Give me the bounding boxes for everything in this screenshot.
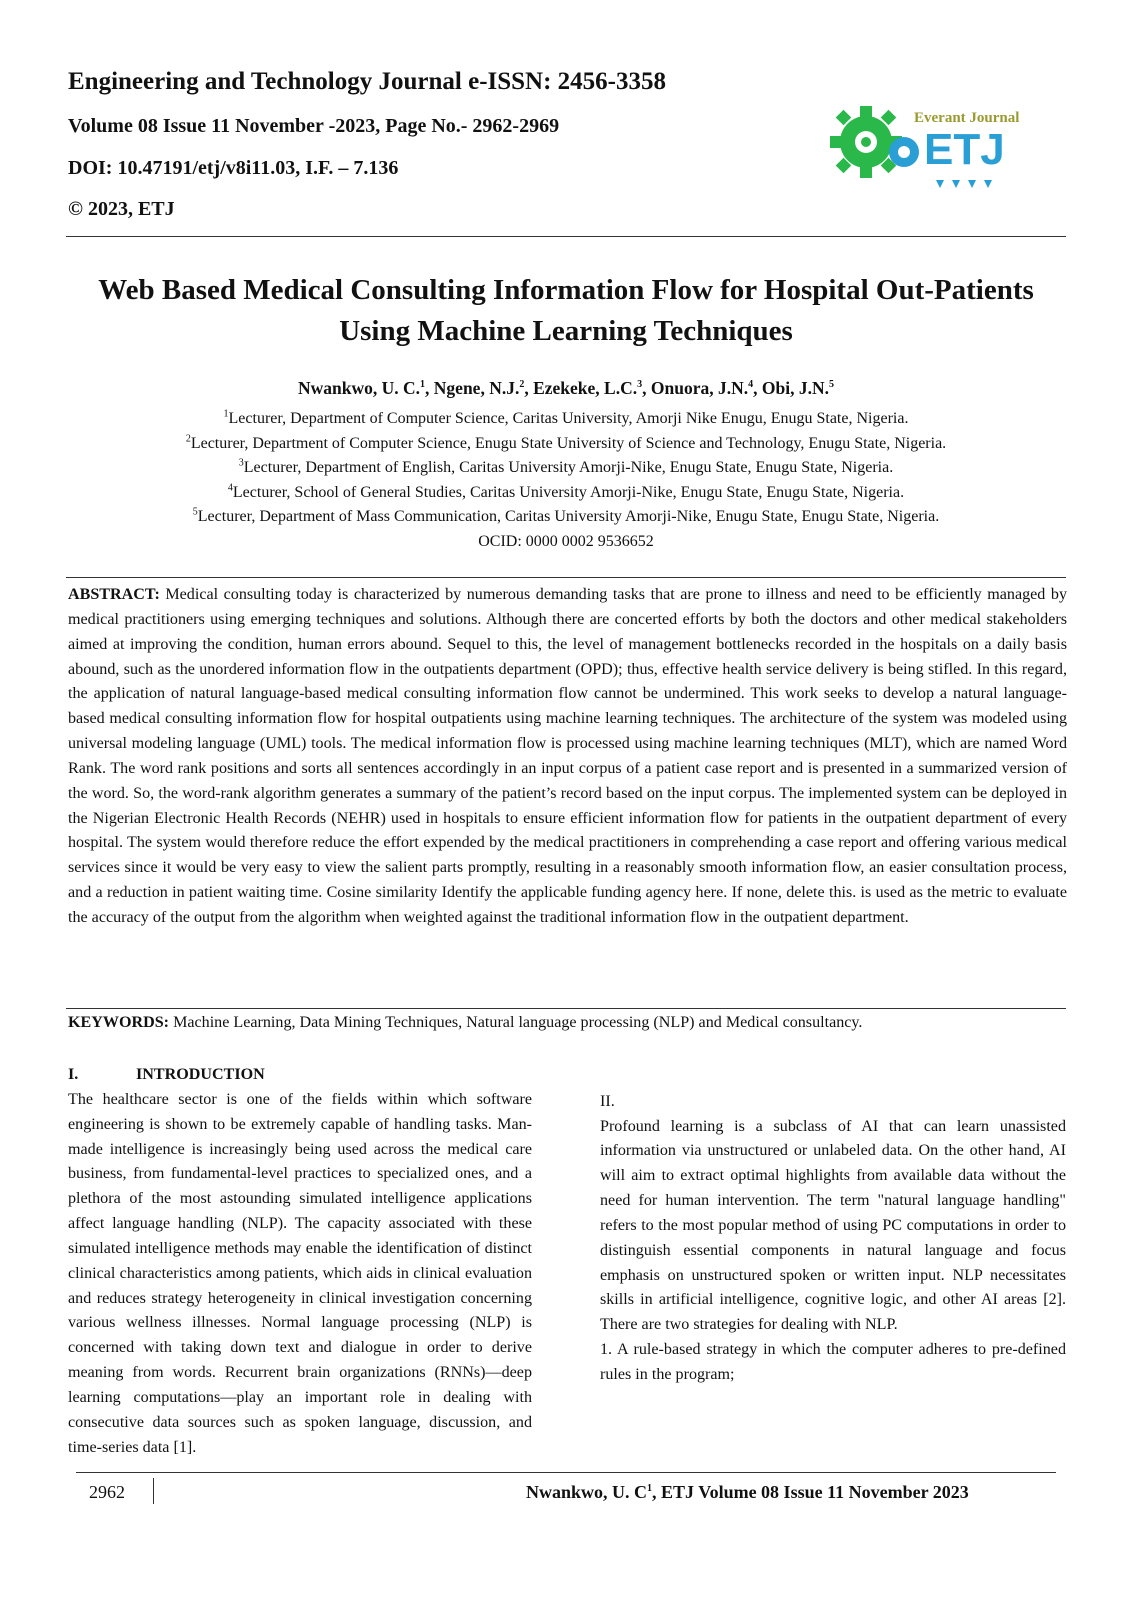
author-list (0, 378, 1132, 399)
author: Ezekeke, L.C.$^3$, (533, 378, 651, 398)
header-rule (66, 236, 1066, 237)
author: Nwankwo, U. C.$^1$, (298, 378, 434, 398)
abstract-text: Medical consulting today is characterized by numerous demanding tasks that are prone to illness and need to be efficiently managed by medical practitioners using emerging techniques and solutions. Although there are concerted efforts by both the doctors and other medical stakeholders aimed at improving the condition, human errors abound. Sequel to this, the level of management bottlenecks recorded in the hospitals on a daily basis abound, such as the unordered information flow in the outpatients department (OPD); thus, effective health service delivery is being stifled. In this regard, the application of natural language-based medical consulting information flow cannot be undermined. This work seeks to develop a natural language-based medical consulting information flow for hospital outpatients using machine learning techniques. The architecture of the system was modeled using universal modeling language (UML) tools. The medical information flow is processed using machine learning techniques (MLT), which are named Word Rank. The word rank positions and sorts all sentences accordingly in an input corpus of a patient case report and is presented in a summarized version of the word. So, the word-rank algorithm generates a summary of the patient’s record based on the input corpus. The implemented system can be deployed in the Nigerian Electronic Health Records (NEHR) used in hospitals to ensure efficient information flow for patients in the outpatient department of every hospital. The system would therefore reduce the effort expended by the medical practitioners in comprehending a case report and offering various medical services since it would be very easy to view the salient parts promptly, resulting in a reasonably smooth information flow, an easier consultation process, and a reduction in patient waiting time. Cosine similarity Identify the applicable funding agency here. If none, delete this. is used as the metric to evaluate the accuracy of the output from the algorithm when weighted against the traditional information flow in the outpatient department. (68, 586, 1067, 926)
keywords-label: KEYWORDS: (68, 1014, 170, 1031)
logo-text-top: Everant Journal (914, 110, 1020, 126)
affiliations (0, 407, 1132, 555)
copyright: © 2023, ETJ (68, 198, 175, 220)
keywords (68, 1014, 1068, 1032)
list-item: 1. A rule-based strategy in which the computer adheres to pre-defined rules in the program; (600, 1341, 1066, 1383)
author: Ngene, N.J.$^2$, (433, 378, 534, 398)
abstract (68, 583, 1067, 931)
affiliation: $^4$Lecturer, School of General Studies, Caritas University Amorji-Nike, Enugu State, Enugu State, Nigeria. (227, 482, 905, 501)
footer-citation: Nwankwo, U. $C^1$, ETJ Volume 08 Issue 11 November 2023 (526, 1482, 969, 1502)
right-column (600, 1040, 1066, 1388)
footer-divider (153, 1478, 154, 1504)
title-line-2: Using Machine Learning Techniques (339, 315, 793, 347)
volume-info: Volume 08 Issue 11 November -2023, Page No.- 2962-2969 (68, 115, 560, 137)
abstract-label: ABSTRACT: (68, 586, 160, 603)
page-number: 2962 (89, 1482, 125, 1502)
ocid: OCID: 0000 0002 9536652 (478, 532, 654, 550)
abstract-top-rule (66, 577, 1066, 578)
affiliation: $^2$Lecturer, Department of Computer Science, Enugu State University of Science and Technology, Enugu State, Nigeria. (185, 433, 947, 452)
author: Onuora, J.N.$^4$, (650, 378, 762, 398)
title-line-1: Web Based Medical Consulting Information Flow for Hospital Out-Patients (98, 274, 1034, 306)
paper-title (60, 270, 1072, 352)
affiliation: $^3$Lecturer, Department of English, Caritas University Amorji-Nike, Enugu State, Enugu State, Nigeria. (238, 457, 894, 477)
affiliation: $^1$Lecturer, Department of Computer Science, Caritas University, Amorji Nike Enugu, Enugu State, Nigeria. (223, 408, 909, 427)
section-heading: I. INTRODUCTION (68, 1066, 265, 1083)
logo-decoration (936, 180, 992, 188)
journal-name: Engineering and Technology Journal e-ISSN: 2456-3358 (68, 68, 667, 95)
intro-paragraph: The healthcare sector is one of the fields within which software engineering is shown to be extremely capable of handling tasks. Man-made intelligence is increasingly being used across the medical care business, from fundamental-level practices to specialized ones, and a plethora of the most astounding simulated intelligence applications affect language handling (NLP). The capacity associated with these simulated intelligence methods may enable the identification of distinct clinical characteristics among patients, which aids in clinical evaluation and reduces strategy heterogeneity in clinical investigation concerning various wellness illnesses. Normal language processing (NLP) is concerned with taking down text and dialogue in order to derive meaning from words. Recurrent brain organizations (RNNs)—deep learning computations—play an important role in dealing with consecutive data sources such as spoken language, discussion, and time-series data [1]. (68, 1090, 532, 1456)
right-paragraph: Profound learning is a subclass of AI that can learn unassisted information via unstructured or unlabeled data. On the other hand, AI will aim to extract optimal highlights from available data without the need for human intervention. The term "natural language handling" refers to the most popular method of using PC computations in order to distinguish essential components in natural language and focus emphasis on unstructured spoken or written input. NLP necessitates skills in artificial intelligence, cognitive logic, and other AI areas [2]. There are two strategies for dealing with NLP. (600, 1117, 1066, 1334)
author: Obi, J.N.$^5$ (761, 378, 834, 398)
gear-icon (830, 106, 902, 178)
etj-logo (826, 92, 1036, 202)
left-column (68, 1063, 532, 1461)
affiliation: $^5$Lecturer, Department of Mass Communication, Caritas University Amorji-Nike, Enugu State, Enugu State, Nigeria. (192, 507, 940, 526)
gear-small-icon (889, 137, 919, 167)
footer-rule (76, 1472, 1056, 1473)
doi: DOI: 10.47191/etj/v8i11.03, I.F. – 7.136 (68, 157, 399, 179)
abstract-bottom-rule (66, 1008, 1066, 1009)
section-marker: II. (600, 1092, 615, 1110)
logo-text-main: ETJ (924, 125, 1005, 174)
keywords-text: Machine Learning, Data Mining Techniques, Natural language processing (NLP) and Medical consultancy. (169, 1014, 863, 1031)
